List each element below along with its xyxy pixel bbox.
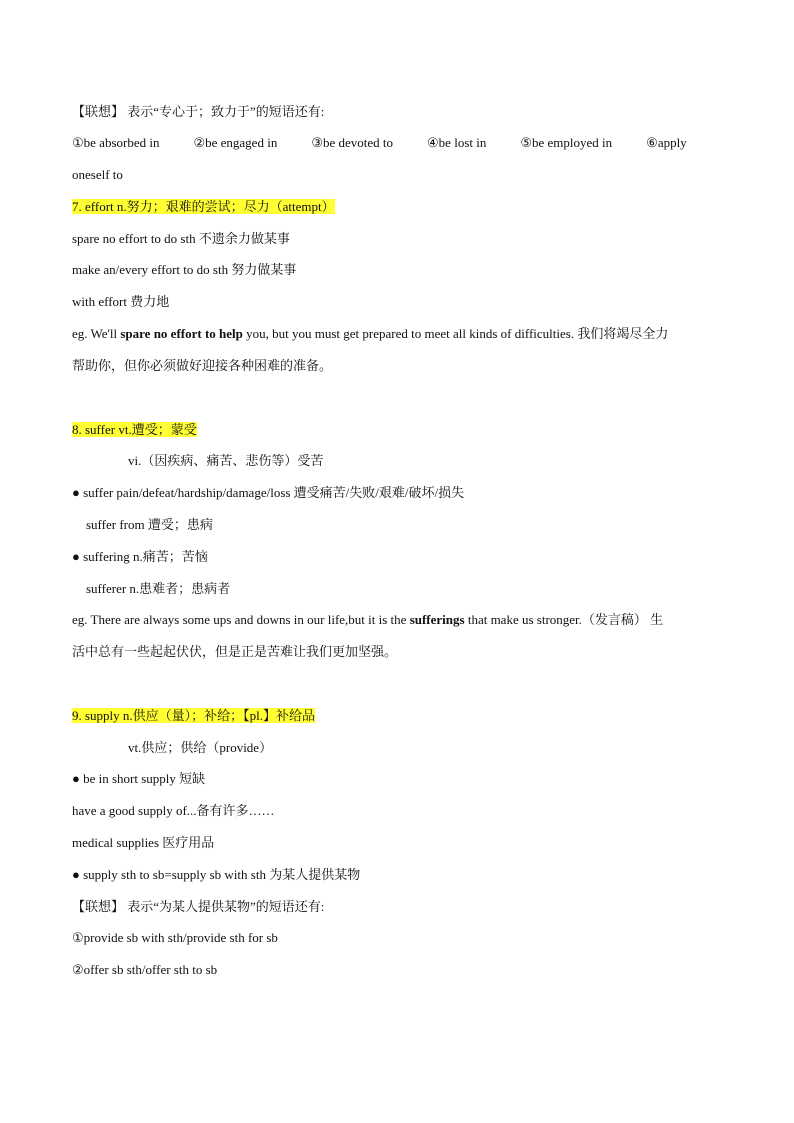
entry-7-example	[72, 325, 668, 343]
entry-8-heading-text: 8. suffer vt.遭受；蒙受	[72, 422, 197, 437]
example-pre: eg. There are always some ups and downs in our life,but it is the	[72, 612, 410, 627]
entry-7-heading-text: 7. effort n.努力；艰难的尝试；尽力（attempt）	[72, 199, 335, 214]
entry-9-bullet-1: ● be in short supply 短缺	[72, 771, 206, 786]
entry-7-phrase-2: make an/every effort to do sth 努力做某事	[72, 262, 297, 277]
example-bold: sufferings	[409, 612, 465, 627]
entry-8-sufferer: sufferer n.患难者；患病者	[86, 581, 231, 596]
offer-phrase: ②offer sb sth/offer sth to sb	[72, 962, 218, 977]
entry-9-vt: vt.供应；供给（provide）	[128, 740, 273, 755]
entry-7-heading	[72, 198, 335, 216]
phrase-list-1	[72, 134, 687, 152]
example-bold: spare no effort to help	[120, 326, 243, 341]
phrase-1: ①be absorbed in	[72, 135, 160, 150]
entry-7-example-translation: 帮助你，但你必须做好迎接各种困难的准备。	[72, 358, 333, 373]
entry-8-bullet-2: ● suffering n.痛苦；苦恼	[72, 549, 208, 564]
entry-9-phrase-2: medical supplies 医疗用品	[72, 835, 215, 850]
entry-7-phrase-3: with effort 费力地	[72, 294, 170, 309]
entry-8-heading	[72, 421, 197, 439]
entry-8-phrase: suffer from 遭受；患病	[86, 517, 213, 532]
entry-8-vi: vi.（因疾病、痛苦、悲伤等）受苦	[128, 453, 324, 468]
phrase-4: ④be lost in	[427, 135, 487, 150]
association-note-1: 【联想】 表示“专心于；致力于”的短语还有:	[72, 104, 325, 119]
phrase-6: ⑥apply	[646, 135, 687, 150]
entry-9-bullet-2: ● supply sth to sb=supply sb with sth 为某人提供某物	[72, 867, 361, 882]
entry-9-heading	[72, 707, 315, 725]
phrase-5: ⑤be employed in	[520, 135, 613, 150]
phrase-2: ②be engaged in	[193, 135, 278, 150]
example-post: that make us stronger.（发言稿） 生	[464, 612, 664, 627]
example-pre: eg. We'll	[72, 326, 121, 341]
entry-9-phrase-1: have a good supply of...备有许多……	[72, 803, 275, 818]
entry-8-example	[72, 611, 663, 629]
entry-9-heading-text: 9. supply n.供应（量）；补给；【pl.】补给品	[72, 708, 316, 723]
entry-8-bullet-1: ● suffer pain/defeat/hardship/damage/loss 遭受痛苦/失败/艰难/破坏/损失	[72, 485, 465, 500]
phrase-3: ③be devoted to	[311, 135, 394, 150]
provide-phrase: ①provide sb with sth/provide sth for sb	[72, 930, 278, 945]
phrase-continuation: oneself to	[72, 167, 123, 182]
entry-7-phrase-1: spare no effort to do sth 不遗余力做某事	[72, 231, 290, 246]
entry-8-example-translation: 活中总有一些起起伏伏，但是正是苦难让我们更加坚强。	[72, 644, 398, 659]
example-post: you, but you must get prepared to meet all kinds of difficulties. 我们将竭尽全力	[242, 326, 669, 341]
association-note-2: 【联想】 表示“为某人提供某物”的短语还有:	[72, 899, 325, 914]
